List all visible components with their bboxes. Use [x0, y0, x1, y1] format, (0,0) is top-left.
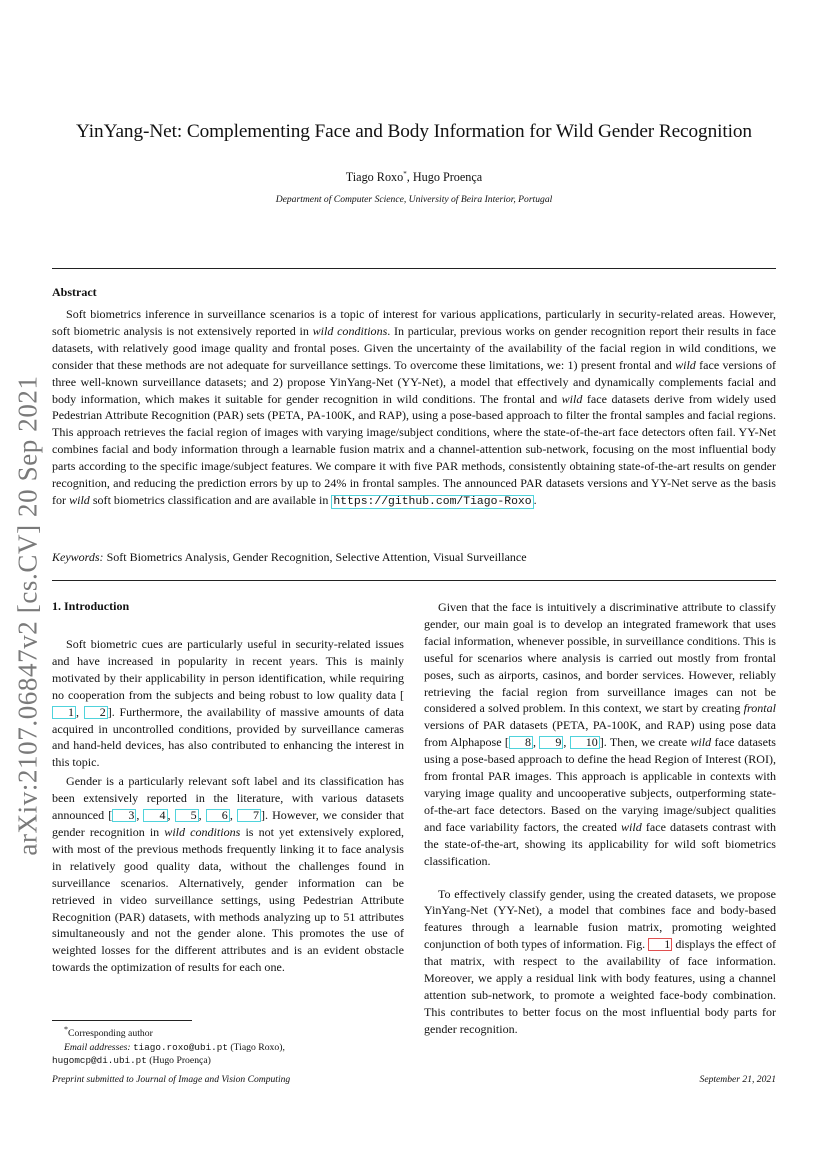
intro-paragraph-1: Soft biometric cues are particularly useful in security-related issues and have increased in popularity in recent years. This is mainly motivated by their applicability in person identification, while requiring no cooperation from the subjects and being robust to low quality data [1 , 2 ]. Furthermore, the availability of massive amounts of data acquired in uncontrolled conditions, provided by surveillance cameras and hand-held devices, has also contributed to enhancing the interest in this topic. — [52, 637, 405, 770]
github-link[interactable]: https://github.com/Tiago-Roxo — [333, 495, 532, 508]
paragraph-text: To effectively classify gender, using the created datasets, we propose YinYang-Net (YY-Net), a model that combines face and body-based features through a learnable fusion matrix, promoting weighted conjunction of both types of information. Fig. — [424, 886, 776, 952]
paper-title: YinYang-Net: Complementing Face and Body Information for Wild Gender Recognition — [76, 121, 752, 142]
corresponding-marker: * — [403, 170, 407, 178]
keywords-divider — [52, 580, 776, 581]
abstract-emphasis: wild — [675, 357, 696, 372]
left-column — [52, 636, 404, 976]
abstract-text: . In particular, previous works on gender recognition report their results in face datasets, with relatively good image quality and frontal poses. Given the uncertainty of the availability of the facial region in wild conditions, we consider that these methods are not adequate for surveillance settings. To overcome these limitations, we: 1) present frontal and — [52, 323, 776, 372]
affiliation: Department of Computer Science, University of Beira Interior, Portugal — [275, 194, 553, 205]
intro-paragraph-4 — [424, 886, 776, 1038]
abstract-text: soft biometrics classification and are available in — [89, 492, 332, 507]
citation-link[interactable]: 5 — [175, 809, 199, 822]
top-divider — [52, 268, 776, 269]
paragraph-text: Given that the face is intuitively a discriminative attribute to classify gender, our main goal is to develop an integrated framework that uses facial information, whenever possible, in surveillance conditions. This is useful for scenarios where analysis is carried out mostly from frontal poses, such as airports, casinos, and border services. However, reliably retrieving the facial region from surveillance images can not be considered a solved problem. In this context, we start by creating — [424, 600, 776, 716]
email-address[interactable]: tiago.roxo@ubi.pt — [133, 1041, 228, 1053]
paragraph-text: face datasets using a pose-based approach to define the head Region of Interest (ROI), from frontal PAR images. This approach is applicable in contexts with varying image quality and uncooperative subjects, outperforming state-of-the-art face detectors. Based on the varying image/subject qualities and face variability factors, the created — [424, 735, 776, 834]
citation-link[interactable]: 8 — [509, 736, 533, 749]
citation-link[interactable]: 10 — [570, 736, 600, 749]
paragraph-emphasis: wild — [620, 819, 642, 834]
footnote-marker: * — [64, 1025, 69, 1034]
abstract-heading: Abstract — [52, 285, 97, 299]
paragraph-text: . Furthermore, the availability of massive amounts of data acquired in uncontrolled conditions, provided by surveillance cameras and hand-held devices, has also contributed to enhancing the interest in this topic. — [52, 704, 405, 770]
right-column — [424, 599, 776, 1038]
citation-link[interactable]: 6 — [206, 809, 230, 822]
keywords — [52, 550, 776, 565]
paragraph-emphasis: wild conditions — [164, 824, 241, 839]
arxiv-side-stamp — [3, 365, 53, 865]
abstract-text: face datasets derive from widely used Pedestrian Attribute Recognition (PAR) sets (PETA, PA-100K, and RAP), using a pose-based approach to filter the frontal samples and facial regions. This approach retrieves the facial region of images with varying image/subject conditions, where the state-of-the-art face detectors often fail. YY-Net combines facial and body information through a learnable fusion matrix and a channel-attention sub-network, focusing on the most influential body parts according to the specific image/subject features. We compare it with five PAR methods, consistently obtaining state-of-the-art results on gender recognition, and reducing the prediction errors by up to 24% in frontal samples. The announced PAR datasets versions and YY-Net serve as the basis for — [52, 391, 776, 507]
paragraph-text: is not yet extensively explored, with most of the previous methods frequently linking it to face analysis in relatively good quality data, without the challenges found in surveillance scenarios. Alternatively, gender information can be retrieved in video surveillance settings, using Pedestrian Attribute Recognition (PAR) datasets, with methods analyzing up to 51 attributes simultaneously and not the gender alone. This promotes the use of weighted losses for the different attributes and is an evident obstacle towards the optimization of results for each one. — [52, 824, 404, 975]
paragraph-text: versions of PAR datasets (PETA, PA-100K, and RAP) using pose data from Alphapose — [424, 718, 776, 750]
paragraph-emphasis: frontal — [743, 701, 776, 716]
footer-journal: Preprint submitted to Journal of Image and Vision Computing — [52, 1074, 291, 1085]
paragraph-text: . However, we consider that gender recognition in — [52, 808, 405, 839]
abstract-emphasis: wild conditions — [312, 323, 388, 338]
footnote-emails — [52, 1041, 404, 1054]
intro-paragraph-3: Given that the face is intuitively a discriminative attribute to classify gender, our main goal is to develop an integrated framework that uses facial information, whenever possible, in surveillance conditions. This is useful for scenarios where analysis is carried out mostly from frontal poses, such as airports, casinos, and border services. However, reliably retrieving the facial region from surveillance images can not be considered a solved problem. In this context, we start by creating frontal versions of PAR datasets (PETA, PA-100K, and RAP) using pose data from Alphapose [ 8 , 9 , 10 ]. Then, we create wild face datasets using a pose-based approach to define the head Region of Interest (ROI), from frontal PAR images. This approach is applicable in contexts with varying image quality and uncooperative subjects, outperforming state-of-the-art face detectors. Based on the varying image/subject qualities and face variability factors, the created wild face datasets contrast with the state-of-the-art, showing its applicability for wild soft biometrics classification. — [424, 600, 776, 868]
paragraph-text: displays the effect of that matrix, with respect to the availability of face information. Moreover, we apply a residual link with body features, using a channel attention sub-network, to promote a weighted face-body combination. This contributes to better focus on the most influential body parts for gender recognition. — [424, 937, 776, 1036]
citation-link[interactable]: 7 — [237, 809, 261, 822]
paragraph-text: Soft biometric cues are particularly useful in security-related issues and have increased in popularity in recent years. This is mainly motivated by their applicability in person identification, while requiring no cooperation from the subjects and being robust to low quality data — [52, 637, 404, 702]
email-owner: (Hugo Proença) — [146, 1055, 211, 1067]
email-owner: (Tiago Roxo), — [227, 1041, 285, 1053]
abstract-emphasis: wild — [69, 492, 90, 507]
author-name-roxo: Tiago Roxo — [345, 170, 404, 185]
section-heading-introduction: 1. Introduction — [52, 599, 130, 613]
figure-link[interactable]: 1 — [648, 938, 672, 951]
keywords-text: Soft Biometrics Analysis, Gender Recognition, Selective Attention, Visual Surveillance — [103, 550, 527, 564]
paragraph-text: Gender is a particularly relevant soft label and its classification has been extensively reported in the literature, with various datasets announced — [52, 774, 404, 823]
author-name-proenca: , Hugo Proença — [406, 170, 483, 185]
paragraph-text: . Then, we create — [603, 735, 691, 750]
citation-link[interactable]: 2 — [84, 706, 108, 719]
footnote-emails-cont — [52, 1054, 404, 1067]
arxiv-identifier: arXiv:2107.06847v2 [cs.CV] 20 Sep 2021 — [12, 374, 43, 856]
footnote-divider — [52, 1020, 192, 1021]
abstract-text: face versions of three well-known surveillance datasets; and 2) propose YinYang-Net (YY-Net), a model that effectively and dynamically complements facial and body information, which makes it suitable for gender recognition in wild conditions. The frontal and — [52, 357, 776, 406]
abstract-text: Soft biometrics inference in surveillance scenarios is a topic of interest for various applications, particularly in security-related areas. However, soft biometric analysis is not extensively reported in — [52, 307, 776, 338]
paragraph-emphasis: wild — [690, 735, 712, 750]
email-address[interactable]: hugomcp@di.ubi.pt — [52, 1055, 147, 1067]
email-label: Email addresses: — [64, 1041, 131, 1053]
footer-date: September 21, 2021 — [699, 1074, 776, 1085]
citation-link[interactable]: 9 — [539, 736, 563, 749]
footnote — [52, 1023, 404, 1067]
citation-link[interactable]: 1 — [52, 706, 76, 719]
abstract-text: . — [533, 492, 537, 507]
intro-paragraph-2: Gender is a particularly relevant soft label and its classification has been extensively reported in the literature, with various datasets announced [ 3 , 4 , 5 , 6 , 7 ]. However, we consider that gender recognition in wild conditions is not yet extensively explored, with most of the previous methods frequently linking it to face analysis in relatively good quality data, without the challenges found in surveillance scenarios. Alternatively, gender information can be retrieved in video surveillance settings, using Pedestrian Attribute Recognition (PAR) datasets, with methods analyzing up to 51 attributes simultaneously and not the gender alone. This promotes the use of weighted losses for the different attributes and is an evident obstacle towards the optimization of results for each one. — [52, 774, 405, 975]
paragraph-text: face datasets contrast with the state-of-the-art, showing its applicability for wild soft biometrics classification. — [424, 819, 776, 868]
abstract-emphasis: wild — [561, 391, 583, 406]
citation-link[interactable]: 4 — [143, 809, 167, 822]
footnote-corresponding — [52, 1023, 404, 1041]
keywords-label: Keywords: — [52, 550, 104, 564]
footnote-text: Corresponding author — [68, 1028, 153, 1040]
author-list — [0, 170, 828, 185]
abstract-body — [52, 306, 776, 511]
citation-link[interactable]: 3 — [112, 809, 136, 822]
